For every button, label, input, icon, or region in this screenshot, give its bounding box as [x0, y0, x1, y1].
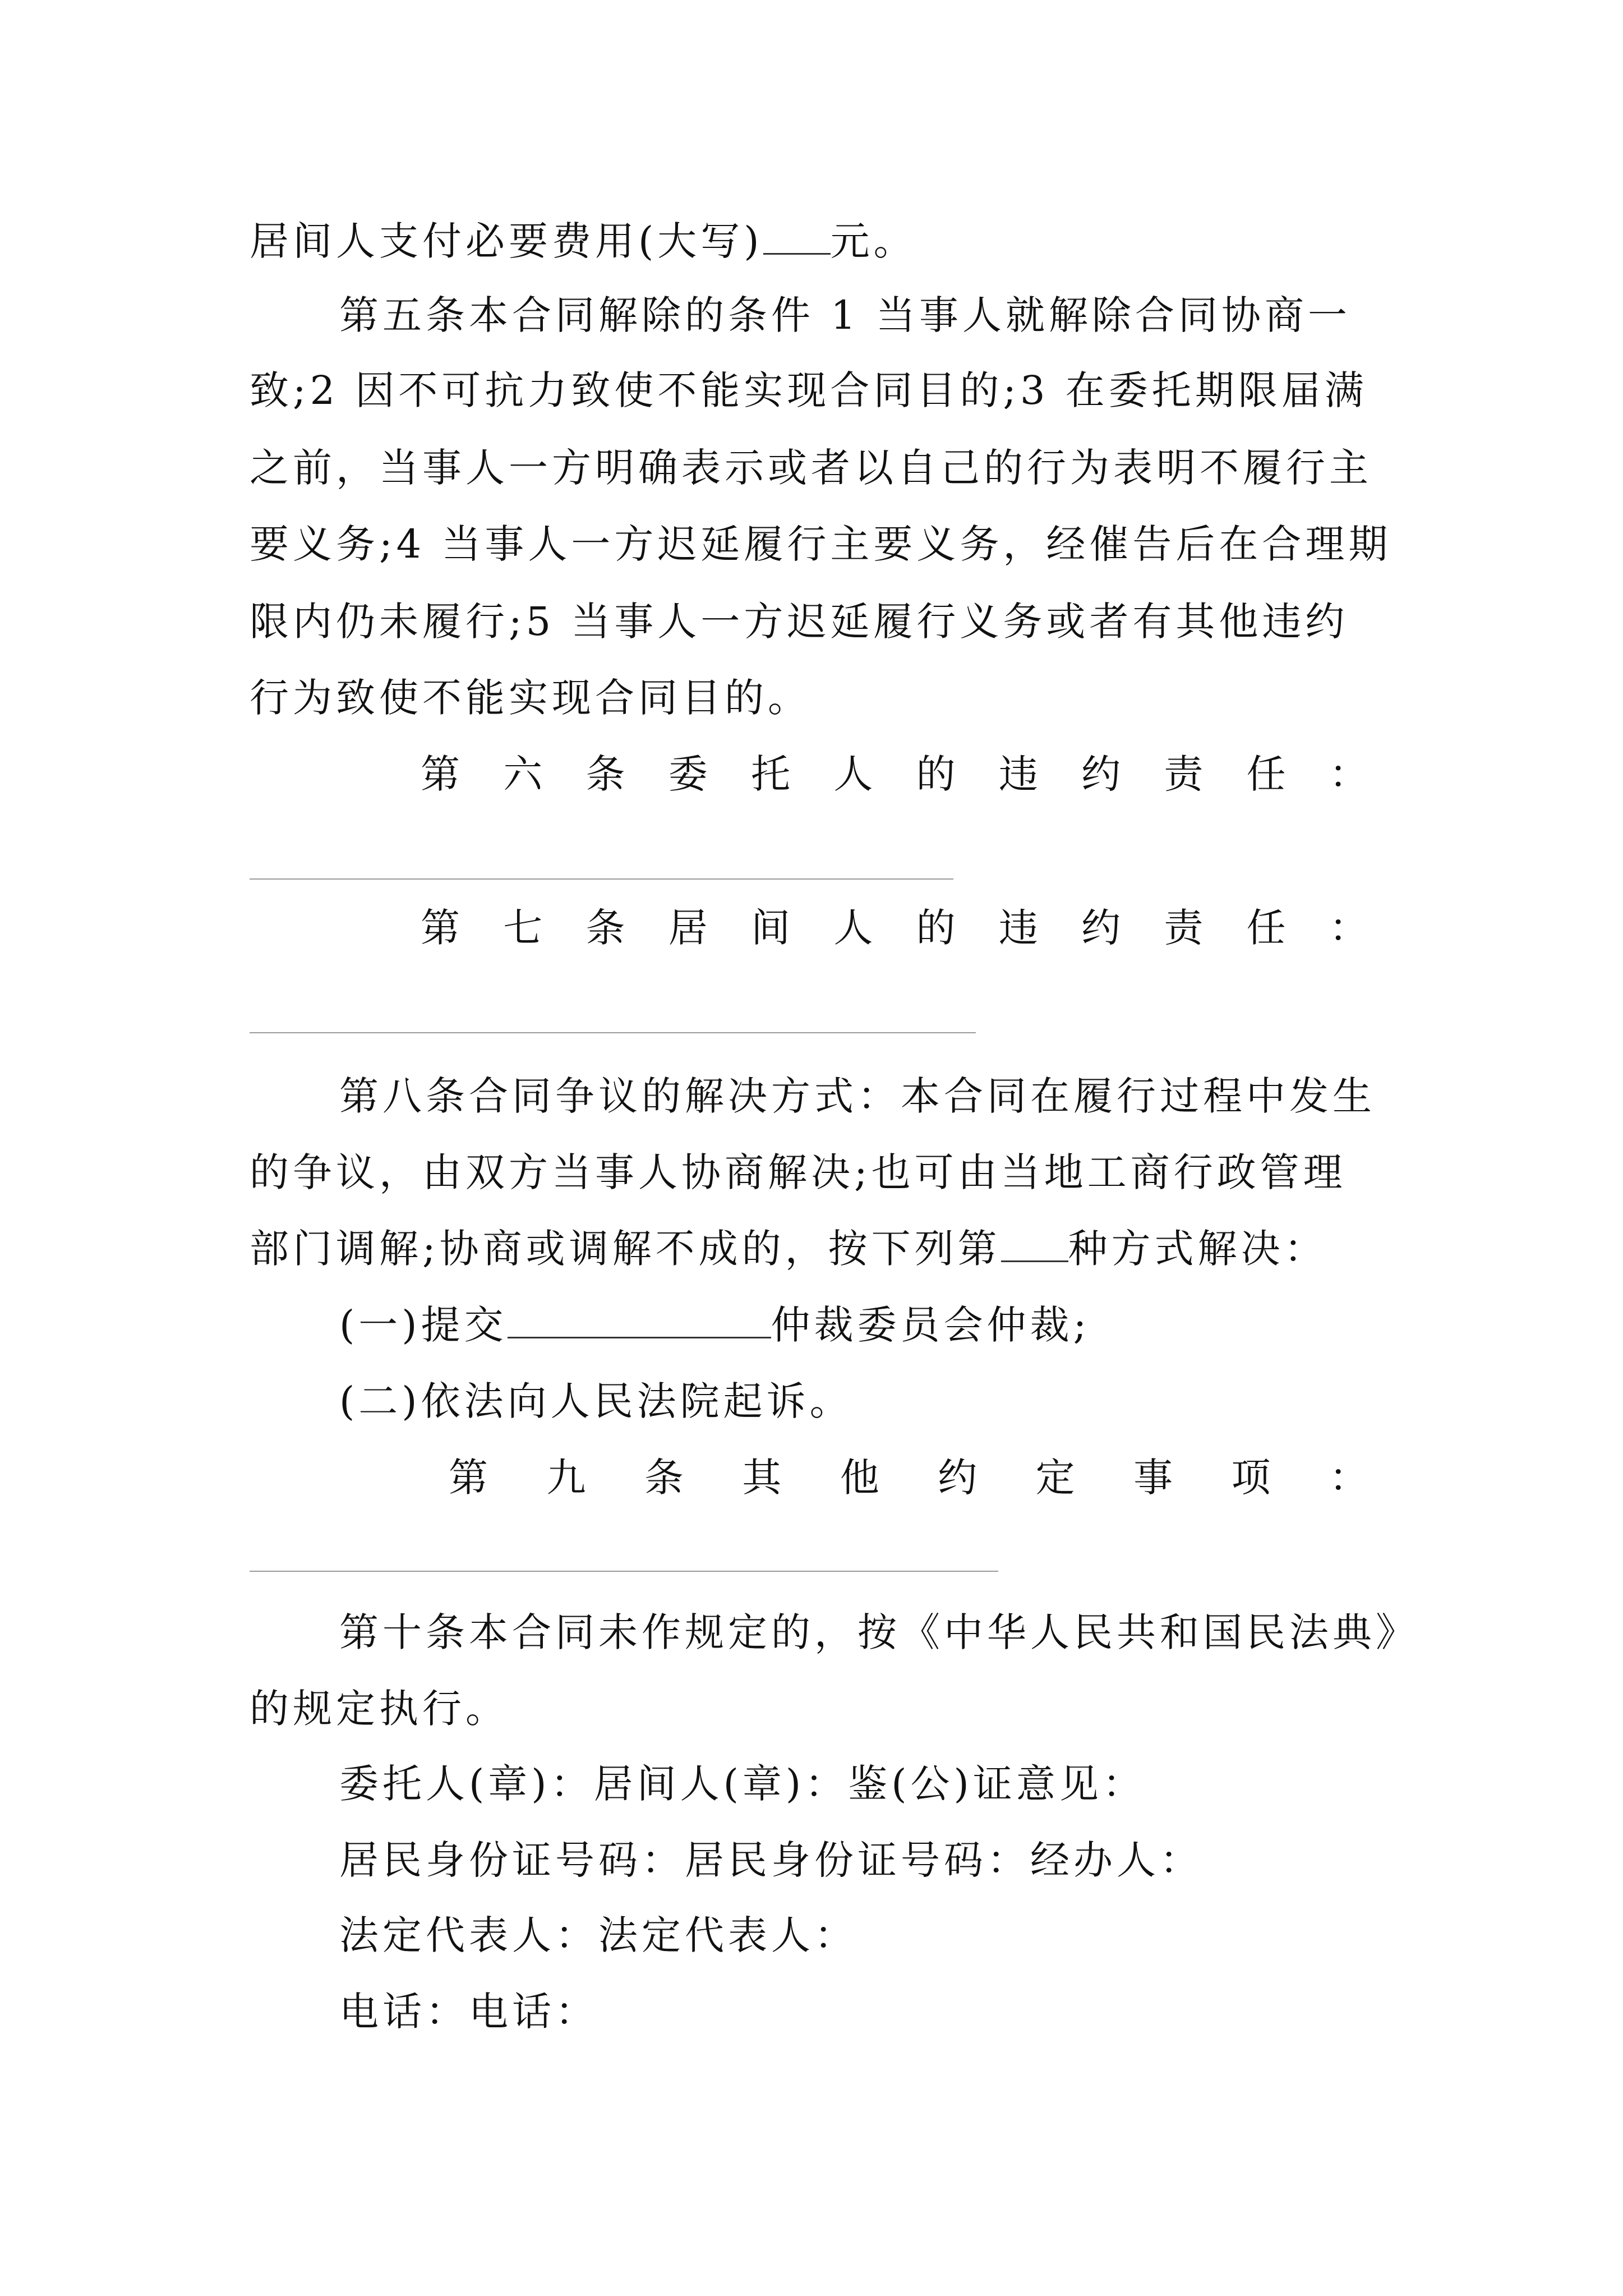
- signature-line-2: 居民身份证号码：居民身份证号码：经办人：: [339, 1837, 1203, 1883]
- article-8-line-1: 第八条合同争议的解决方式：本合同在履行过程中发生: [339, 1073, 1376, 1119]
- signature-line-4: 电话：电话：: [339, 1989, 598, 2035]
- signature-line-3: 法定代表人：法定代表人：: [339, 1912, 857, 1958]
- article-5-line-6: 行为致使不能实现合同目的。: [250, 675, 811, 721]
- fill-in-blank: [1001, 1226, 1068, 1262]
- article-5-line-1: 第五条本合同解除的条件 1 当事人就解除合同协商一: [339, 292, 1352, 338]
- article-7-heading: [421, 900, 1368, 956]
- heading-char: 委: [668, 751, 708, 797]
- heading-char: 人: [833, 751, 873, 797]
- blank-rule: [250, 1571, 998, 1572]
- article-10-line-1: 第十条本合同未作规定的，按《中华人民共和国民法典》: [339, 1609, 1419, 1655]
- heading-char: ：: [1329, 1455, 1368, 1501]
- heading-char: 任: [1246, 751, 1286, 797]
- heading-char: 任: [1246, 905, 1286, 951]
- heading-char: 居: [668, 905, 708, 951]
- heading-char: 约: [1081, 905, 1121, 951]
- signature-line-1: 委托人(章)：居间人(章)：鉴(公)证意见：: [339, 1761, 1146, 1807]
- heading-char: 的: [916, 905, 956, 951]
- heading-char: 第: [421, 905, 460, 951]
- paragraph-line: [250, 213, 917, 269]
- fill-in-blank: [763, 218, 831, 255]
- article-5-line-2: 致;2 因不可抗力致使不能实现合同目的;3 在委托期限届满: [250, 367, 1368, 413]
- heading-char: 间: [751, 905, 791, 951]
- heading-char: 的: [916, 751, 956, 797]
- heading-char: 七: [503, 905, 543, 951]
- text-fragment: 部门调解;协商或调解不成的，按下列第: [250, 1226, 1001, 1272]
- text-fragment: 居间人支付必要费用(大写): [250, 218, 763, 264]
- heading-char: ：: [1329, 905, 1368, 951]
- heading-char: 违: [998, 905, 1038, 951]
- blank-rule: [250, 1032, 976, 1033]
- article-9-heading: [449, 1450, 1368, 1506]
- heading-char: 事: [1133, 1455, 1173, 1501]
- heading-char: 九: [546, 1455, 586, 1501]
- heading-char: 条: [644, 1455, 684, 1501]
- heading-char: 其: [742, 1455, 782, 1501]
- heading-char: 项: [1231, 1455, 1271, 1501]
- heading-char: 约: [938, 1455, 978, 1501]
- option-2-line: (二)依法向人民法院起诉。: [339, 1378, 853, 1424]
- heading-char: 定: [1035, 1455, 1075, 1501]
- heading-char: ：: [1329, 751, 1368, 797]
- heading-char: 他: [840, 1455, 879, 1501]
- article-6-heading: [421, 746, 1368, 802]
- article-5-line-4: 要义务;4 当事人一方迟延履行主要义务，经催告后在合理期: [250, 521, 1392, 567]
- article-8-line-3: [250, 1221, 1327, 1277]
- heading-char: 六: [503, 751, 543, 797]
- heading-char: 托: [751, 751, 791, 797]
- heading-char: 条: [585, 751, 625, 797]
- blank-rule: [250, 878, 953, 880]
- text-fragment: (一)提交: [339, 1302, 508, 1348]
- heading-char: 违: [998, 751, 1038, 797]
- article-5-line-3: 之前，当事人一方明确表示或者以自己的行为表明不履行主: [250, 445, 1372, 491]
- article-8-line-2: 的争议，由双方当事人协商解决;也可由当地工商行政管理: [250, 1149, 1347, 1195]
- heading-char: 第: [449, 1455, 488, 1501]
- heading-char: 第: [421, 751, 460, 797]
- heading-char: 条: [585, 905, 625, 951]
- article-5-line-5: 限内仍未履行;5 当事人一方迟延履行义务或者有其他违约: [250, 599, 1349, 645]
- heading-char: 人: [833, 905, 873, 951]
- text-fragment: 仲裁委员会仲裁;: [771, 1302, 1091, 1348]
- heading-char: 责: [1164, 751, 1204, 797]
- fill-in-blank: [508, 1302, 771, 1338]
- text-fragment: 种方式解决：: [1068, 1226, 1327, 1272]
- text-fragment: 元。: [830, 218, 917, 264]
- heading-char: 约: [1081, 751, 1121, 797]
- article-10-line-2: 的规定执行。: [250, 1686, 509, 1732]
- option-1-line: [339, 1297, 1090, 1353]
- heading-char: 责: [1164, 905, 1204, 951]
